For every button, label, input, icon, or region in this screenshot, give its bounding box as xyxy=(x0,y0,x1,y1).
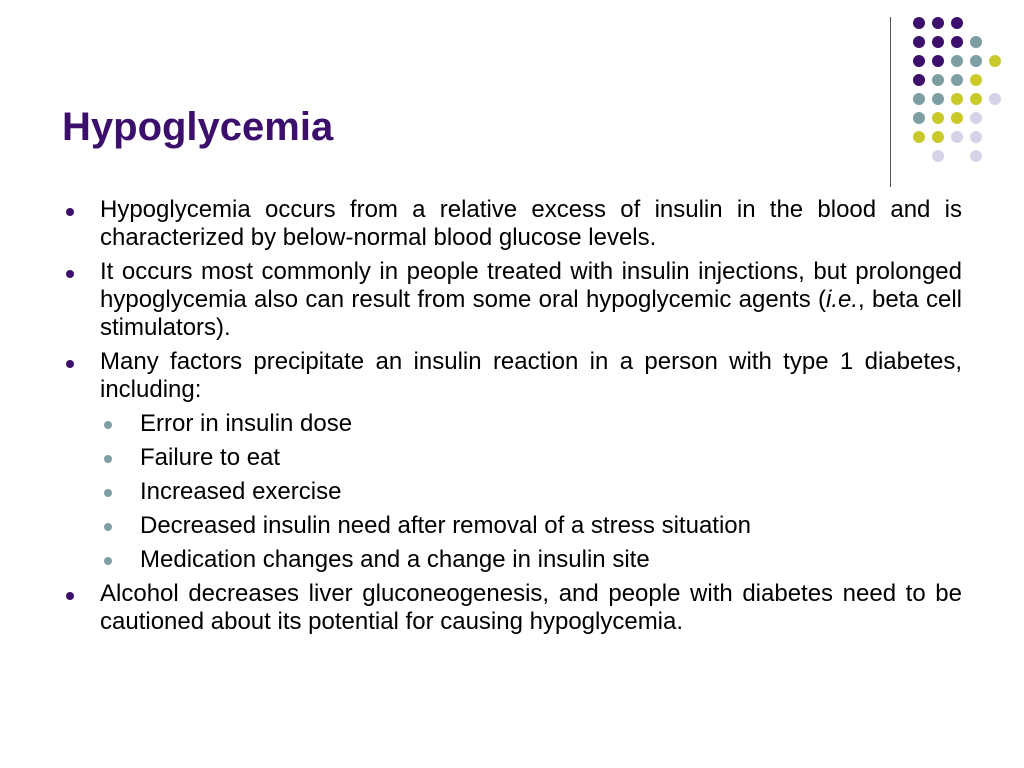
decor-dot xyxy=(970,93,982,105)
decor-dot xyxy=(951,36,963,48)
decor-dot xyxy=(913,74,925,86)
bullet-dot-icon xyxy=(66,592,74,600)
sub-bullet-item xyxy=(62,512,962,540)
bullet-item xyxy=(62,196,962,252)
decor-dot xyxy=(913,93,925,105)
sub-bullet-item xyxy=(62,444,962,472)
decor-dot xyxy=(970,112,982,124)
sub-bullet-text: Error in insulin dose xyxy=(140,410,353,437)
sub-bullet-dot-icon xyxy=(104,557,112,565)
decor-dot xyxy=(951,17,963,29)
decor-dot xyxy=(951,93,963,105)
decor-dot xyxy=(970,55,982,67)
decor-dot xyxy=(970,74,982,86)
decor-dot xyxy=(970,150,982,162)
bullet-item xyxy=(62,580,962,636)
decor-dot xyxy=(913,17,925,29)
bullet-dot-icon xyxy=(66,270,74,278)
decor-dot xyxy=(932,55,944,67)
bullet-item xyxy=(62,258,962,342)
decor-dot xyxy=(989,55,1001,67)
sub-bullet-item xyxy=(62,478,962,506)
decor-dot xyxy=(932,150,944,162)
bullet-text: Many factors precipitate an insulin reaction in a person with type 1 diabetes, including: xyxy=(100,348,962,403)
sub-bullet-item xyxy=(62,546,962,574)
sub-bullet-text: Failure to eat xyxy=(140,444,281,471)
bullet-text: Hypoglycemia occurs from a relative excess of insulin in the blood and is characterized by below-normal blood glucose levels. xyxy=(100,196,962,251)
bullet-text: It occurs most commonly in people treated with insulin injections, but prolonged hypoglycemia also can result from some oral hypoglycemic agents ( xyxy=(100,258,962,313)
bullet-item xyxy=(62,348,962,404)
bullet-dot-icon xyxy=(66,360,74,368)
sub-bullet-text: Decreased insulin need after removal of a stress situation xyxy=(140,512,751,539)
decor-dot xyxy=(989,93,1001,105)
sub-bullet-dot-icon xyxy=(104,489,112,497)
decor-dot xyxy=(932,17,944,29)
decor-dot xyxy=(932,74,944,86)
decor-dot xyxy=(951,131,963,143)
decor-dot xyxy=(951,55,963,67)
bullet-text: Alcohol decreases liver gluconeogenesis, and people with diabetes need to be cautioned about its potential for causing hypoglycemia. xyxy=(100,580,962,635)
sub-bullet-text: Medication changes and a change in insulin site xyxy=(140,546,650,573)
decor-dot xyxy=(970,36,982,48)
sub-bullet-text: Increased exercise xyxy=(140,478,342,505)
decor-dot xyxy=(951,74,963,86)
decor-dot xyxy=(951,112,963,124)
sub-bullet-list xyxy=(62,410,962,574)
sub-bullet-dot-icon xyxy=(104,455,112,463)
decor-dot xyxy=(932,112,944,124)
decor-dot xyxy=(932,131,944,143)
decor-dot xyxy=(913,36,925,48)
decor-dot xyxy=(913,55,925,67)
bullet-dot-icon xyxy=(66,208,74,216)
sub-bullet-dot-icon xyxy=(104,421,112,429)
bullet-text: , beta cell stimulators). xyxy=(100,286,962,341)
decor-dot xyxy=(932,36,944,48)
bullet-list xyxy=(62,196,962,642)
decor-dot xyxy=(913,131,925,143)
decor-dot xyxy=(913,112,925,124)
vertical-divider xyxy=(890,17,891,187)
slide-title: Hypoglycemia xyxy=(62,105,334,149)
decor-dot xyxy=(970,131,982,143)
decor-dot xyxy=(932,93,944,105)
bullet-text-italic: i.e. xyxy=(825,286,858,313)
sub-bullet-item xyxy=(62,410,962,438)
sub-bullet-dot-icon xyxy=(104,523,112,531)
